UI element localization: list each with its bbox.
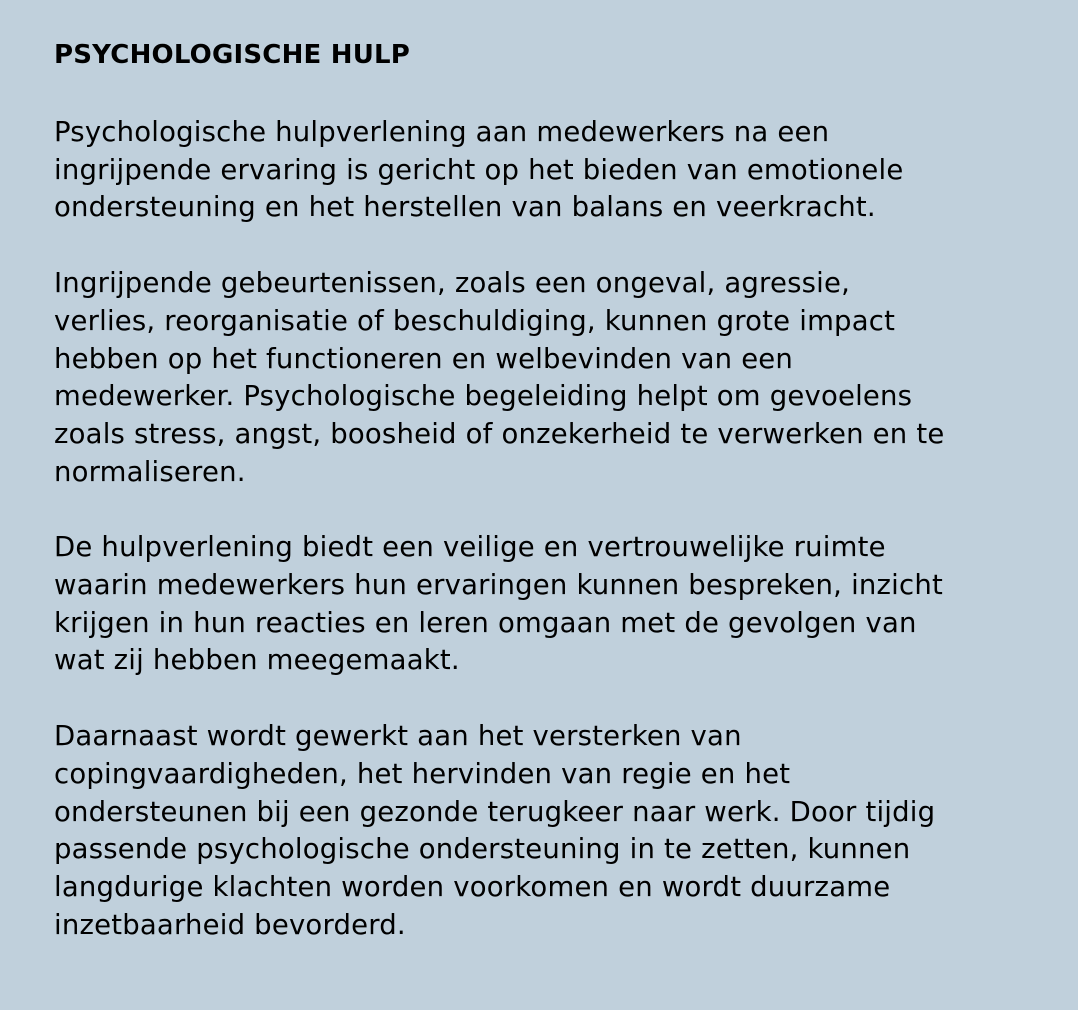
- paragraph-intro: [54, 114, 1038, 227]
- text-line: verlies, reorganisatie of beschuldiging, kunnen grote impact: [54, 304, 896, 337]
- paragraph-coping: [54, 718, 1038, 944]
- text-line: langdurige klachten worden voorkomen en wordt duurzame: [54, 870, 891, 903]
- text-line: waarin medewerkers hun ervaringen kunnen bespreken, inzicht: [54, 569, 943, 602]
- text-line: passende psychologische ondersteuning in te zetten, kunnen: [54, 833, 911, 866]
- text-line: Daarnaast wordt gewerkt aan het versterken van: [54, 720, 742, 753]
- paragraph-safe-space: [54, 529, 1038, 680]
- text-line: Ingrijpende gebeurtenissen, zoals een ongeval, agressie,: [54, 267, 851, 300]
- text-line: inzetbaarheid bevorderd.: [54, 908, 406, 941]
- text-line: medewerker. Psychologische begeleiding helpt om gevoelens: [54, 380, 913, 413]
- text-line: krijgen in hun reacties en leren omgaan met de gevolgen van: [54, 606, 917, 639]
- page-title: PSYCHOLOGISCHE HULP: [54, 40, 411, 70]
- text-line: ingrijpende ervaring is gericht op het bieden van emotionele: [54, 153, 904, 186]
- text-line: zoals stress, angst, boosheid of onzekerheid te verwerken en te: [54, 417, 945, 450]
- text-line: De hulpverlening biedt een veilige en vertrouwelijke ruimte: [54, 531, 886, 564]
- text-line: wat zij hebben meegemaakt.: [54, 644, 460, 677]
- text-line: copingvaardigheden, het hervinden van regie en het: [54, 757, 791, 790]
- text-line: ondersteunen bij een gezonde terugkeer naar werk. Door tijdig: [54, 795, 936, 828]
- text-line: normaliseren.: [54, 455, 246, 488]
- text-line: ondersteuning en het herstellen van balans en veerkracht.: [54, 191, 876, 224]
- text-line: Psychologische hulpverlening aan medewerkers na een: [54, 116, 830, 148]
- text-line: hebben op het functioneren en welbevinden van een: [54, 342, 794, 375]
- paragraph-events: [54, 265, 1038, 491]
